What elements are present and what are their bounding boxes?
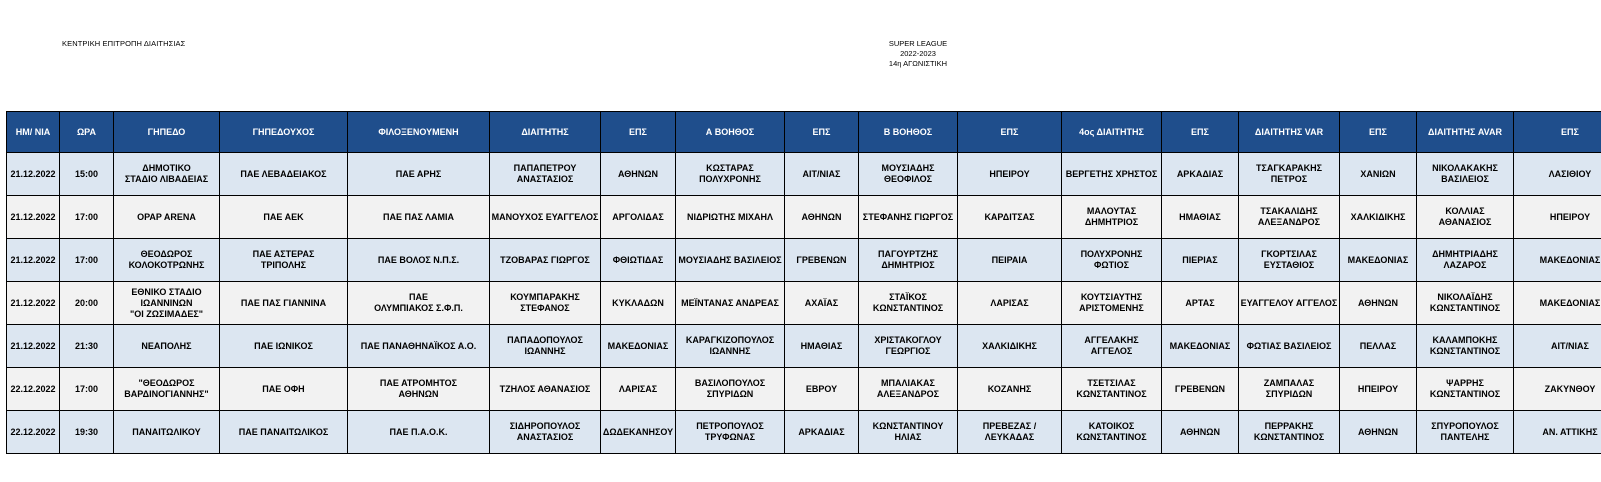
table-cell: ΠΑΠΑΔΟΠΟΥΛΟΣ ΙΩΑΝΝΗΣ bbox=[490, 325, 601, 368]
table-cell: ΣΤΕΦΑΝΗΣ ΓΙΩΡΓΟΣ bbox=[859, 196, 958, 239]
table-cell: ΨΑΡΡΗΣ ΚΩΝΣΤΑΝΤΙΝΟΣ bbox=[1417, 368, 1514, 411]
table-cell: ΜΕΪΝΤΑΝΑΣ ΑΝΔΡΕΑΣ bbox=[676, 282, 785, 325]
table-cell: OPAP ARENA bbox=[114, 196, 220, 239]
table-cell: ΠΑΠΑΠΕΤΡΟΥ ΑΝΑΣΤΑΣΙΟΣ bbox=[490, 153, 601, 196]
table-cell: ΣΤΑΪΚΟΣ ΚΩΝΣΤΑΝΤΙΝΟΣ bbox=[859, 282, 958, 325]
table-cell: ΑΘΗΝΩΝ bbox=[785, 196, 859, 239]
table-cell: ΛΑΣΙΘΙΟΥ bbox=[1514, 153, 1601, 196]
table-cell: 15:00 bbox=[60, 153, 114, 196]
table-body bbox=[7, 153, 1601, 454]
table-cell: ΜΑΝΟΥΧΟΣ ΕΥΑΓΓΕΛΟΣ bbox=[490, 196, 601, 239]
column-header: ΓΗΠΕΔΟ bbox=[114, 112, 220, 153]
table-cell: ΝΙΚΟΛΑΚΑΚΗΣ ΒΑΣΙΛΕΙΟΣ bbox=[1417, 153, 1514, 196]
column-header: Α ΒΟΗΘΟΣ bbox=[676, 112, 785, 153]
table-cell: ΑΓΓΕΛΑΚΗΣ ΑΓΓΕΛΟΣ bbox=[1062, 325, 1162, 368]
column-header: Β ΒΟΗΘΟΣ bbox=[859, 112, 958, 153]
table-cell: ΧΡΙΣΤΑΚΟΓΛΟΥ ΓΕΩΡΓΙΟΣ bbox=[859, 325, 958, 368]
column-header: ΔΙΑΙΤΗΤΗΣ bbox=[490, 112, 601, 153]
table-cell: ΠΕΡΡΑΚΗΣ ΚΩΝΣΤΑΝΤΙΝΟΣ bbox=[1239, 411, 1340, 454]
table-cell: ΚΑΤΟΙΚΟΣ ΚΩΝΣΤΑΝΤΙΝΟΣ bbox=[1062, 411, 1162, 454]
table-cell: ΜΑΚΕΔΟΝΙΑΣ bbox=[601, 325, 676, 368]
table-cell: 21:30 bbox=[60, 325, 114, 368]
table-cell: 21.12.2022 bbox=[7, 239, 60, 282]
table-cell: 17:00 bbox=[60, 239, 114, 282]
schedule-table-container bbox=[6, 111, 1601, 459]
table-row bbox=[7, 411, 1601, 454]
table-cell: ΝΕΑΠΟΛΗΣ bbox=[114, 325, 220, 368]
table-cell: ΑΘΗΝΩΝ bbox=[1340, 282, 1417, 325]
table-cell: ΣΠΥΡΟΠΟΥΛΟΣ ΠΑΝΤΕΛΗΣ bbox=[1417, 411, 1514, 454]
table-header-row bbox=[7, 112, 1601, 153]
table-cell: ΠΑΕ ΠΑΣ ΓΙΑΝΝΙΝΑ bbox=[220, 282, 348, 325]
table-cell: 21.12.2022 bbox=[7, 282, 60, 325]
table-cell: 22.12.2022 bbox=[7, 368, 60, 411]
referee-schedule-table bbox=[6, 111, 1601, 454]
table-cell: ΜΟΥΣΙΑΔΗΣ ΒΑΣΙΛΕΙΟΣ bbox=[676, 239, 785, 282]
table-cell: ΠΕΙΡΑΙΑ bbox=[958, 239, 1062, 282]
table-cell: ΑΘΗΝΩΝ bbox=[1162, 411, 1239, 454]
column-header: ΦΙΛΟΞΕΝΟΥΜΕΝΗ bbox=[348, 112, 490, 153]
table-cell: ΑΘΗΝΩΝ bbox=[1340, 411, 1417, 454]
table-row bbox=[7, 153, 1601, 196]
table-cell: ΝΙΚΟΛΑΪΔΗΣ ΚΩΝΣΤΑΝΤΙΝΟΣ bbox=[1417, 282, 1514, 325]
table-cell: ΕΥΑΓΓΕΛΟΥ ΑΓΓΕΛΟΣ bbox=[1239, 282, 1340, 325]
table-row bbox=[7, 282, 1601, 325]
table-cell: 22.12.2022 bbox=[7, 411, 60, 454]
table-cell: ΗΜΑΘΙΑΣ bbox=[1162, 196, 1239, 239]
table-cell: ΒΕΡΓΕΤΗΣ ΧΡΗΣΤΟΣ bbox=[1062, 153, 1162, 196]
table-cell: ΧΑΝΙΩΝ bbox=[1340, 153, 1417, 196]
table-cell: 21.12.2022 bbox=[7, 325, 60, 368]
column-header: ΕΠΣ bbox=[1340, 112, 1417, 153]
table-cell: 20:00 bbox=[60, 282, 114, 325]
table-cell: ΜΟΥΣΙΑΔΗΣ ΘΕΟΦΙΛΟΣ bbox=[859, 153, 958, 196]
column-header: ΔΙΑΙΤΗΤΗΣ VAR bbox=[1239, 112, 1340, 153]
table-cell: ΚΩΝΣΤΑΝΤΙΝΟΥ ΗΛΙΑΣ bbox=[859, 411, 958, 454]
table-cell: 21.12.2022 bbox=[7, 196, 60, 239]
table-row bbox=[7, 196, 1601, 239]
table-cell: ΚΑΡΑΓΚΙΖΟΠΟΥΛΟΣ ΙΩΑΝΝΗΣ bbox=[676, 325, 785, 368]
table-cell: ΑΡΚΑΔΙΑΣ bbox=[785, 411, 859, 454]
table-cell: ΑΧΑΪΑΣ bbox=[785, 282, 859, 325]
table-cell: ΜΑΚΕΔΟΝΙΑΣ bbox=[1162, 325, 1239, 368]
table-cell: ΓΡΕΒΕΝΩΝ bbox=[785, 239, 859, 282]
table-cell: ΔΩΔΕΚΑΝΗΣΟΥ bbox=[601, 411, 676, 454]
table-cell: ΚΟΥΜΠΑΡΑΚΗΣ ΣΤΕΦΑΝΟΣ bbox=[490, 282, 601, 325]
table-cell: ΕΘΝΙΚΟ ΣΤΑΔΙΟ ΙΩΑΝΝΙΝΩΝ "ΟΙ ΖΩΣΙΜΑΔΕΣ" bbox=[114, 282, 220, 325]
table-cell: ΓΡΕΒΕΝΩΝ bbox=[1162, 368, 1239, 411]
table-cell: ΑΙΤ/ΝΙΑΣ bbox=[785, 153, 859, 196]
table-cell: ΠΟΛΥΧΡΟΝΗΣ ΦΩΤΙΟΣ bbox=[1062, 239, 1162, 282]
column-header: ΔΙΑΙΤΗΤΗΣ AVAR bbox=[1417, 112, 1514, 153]
table-row bbox=[7, 239, 1601, 282]
table-cell: ΠΑΕ ΑΡΗΣ bbox=[348, 153, 490, 196]
table-cell: ΚΥΚΛΑΔΩΝ bbox=[601, 282, 676, 325]
table-cell: ΠΑΕ ΠΑΝΑΙΤΩΛΙΚΟΣ bbox=[220, 411, 348, 454]
season: 2022-2023 bbox=[900, 49, 936, 58]
table-cell: ΠΑΝΑΙΤΩΛΙΚΟΥ bbox=[114, 411, 220, 454]
table-cell: ΠΑΕ ΟΛΥΜΠΙΑΚΟΣ Σ.Φ.Π. bbox=[348, 282, 490, 325]
table-cell: ΠΡΕΒΕΖΑΣ /ΛΕΥΚΑΔΑΣ bbox=[958, 411, 1062, 454]
table-cell: ΜΑΚΕΔΟΝΙΑΣ bbox=[1514, 282, 1601, 325]
table-cell: ΠΑΕ ΙΩΝΙΚΟΣ bbox=[220, 325, 348, 368]
table-cell: ΧΑΛΚΙΔΙΚΗΣ bbox=[958, 325, 1062, 368]
table-cell: ΠΑΕ ΛΕΒΑΔΕΙΑΚΟΣ bbox=[220, 153, 348, 196]
table-cell: ΜΑΚΕΔΟΝΙΑΣ bbox=[1340, 239, 1417, 282]
table-cell: ΛΑΡΙΣΑΣ bbox=[601, 368, 676, 411]
table-cell: ΔΗΜΗΤΡΙΑΔΗΣ ΛΑΖΑΡΟΣ bbox=[1417, 239, 1514, 282]
table-cell: ΚΟΛΛΙΑΣ ΑΘΑΝΑΣΙΟΣ bbox=[1417, 196, 1514, 239]
table-cell: 19:30 bbox=[60, 411, 114, 454]
table-cell: ΚΟΖΑΝΗΣ bbox=[958, 368, 1062, 411]
column-header: ΕΠΣ bbox=[1162, 112, 1239, 153]
table-cell: ΕΒΡΟΥ bbox=[785, 368, 859, 411]
table-cell: ΤΖΗΛΟΣ ΑΘΑΝΑΣΙΟΣ bbox=[490, 368, 601, 411]
table-cell: ΝΙΔΡΙΩΤΗΣ ΜΙΧΑΗΛ bbox=[676, 196, 785, 239]
table-cell: ΑΡΓΟΛΙΔΑΣ bbox=[601, 196, 676, 239]
table-cell: ΠΑΕ ΑΤΡΟΜΗΤΟΣ ΑΘΗΝΩΝ bbox=[348, 368, 490, 411]
table-cell: ΘΕΟΔΩΡΟΣ ΚΟΛΟΚΟΤΡΩΝΗΣ bbox=[114, 239, 220, 282]
column-header: ΓΗΠΕΔΟΥΧΟΣ bbox=[220, 112, 348, 153]
table-cell: ΗΠΕΙΡΟΥ bbox=[1514, 196, 1601, 239]
league-name: SUPER LEAGUE bbox=[888, 39, 948, 48]
table-cell: ΑΙΤ/ΝΙΑΣ bbox=[1514, 325, 1601, 368]
table-cell: ΤΣΑΓΚΑΡΑΚΗΣ ΠΕΤΡΟΣ bbox=[1239, 153, 1340, 196]
table-cell: 21.12.2022 bbox=[7, 153, 60, 196]
table-cell: ΗΠΕΙΡΟΥ bbox=[958, 153, 1062, 196]
table-cell: ΗΠΕΙΡΟΥ bbox=[1340, 368, 1417, 411]
table-cell: ΦΩΤΙΑΣ ΒΑΣΙΛΕΙΟΣ bbox=[1239, 325, 1340, 368]
table-cell: ΜΑΛΟΥΤΑΣ ΔΗΜΗΤΡΙΟΣ bbox=[1062, 196, 1162, 239]
table-cell: ΠΙΕΡΙΑΣ bbox=[1162, 239, 1239, 282]
table-cell: 17:00 bbox=[60, 196, 114, 239]
table-row bbox=[7, 325, 1601, 368]
table-cell: ΖΑΚΥΝΘΟΥ bbox=[1514, 368, 1601, 411]
table-cell: ΑΝ. ΑΤΤΙΚΗΣ bbox=[1514, 411, 1601, 454]
column-header: ΩΡΑ bbox=[60, 112, 114, 153]
table-cell: ΠΑΕ ΒΟΛΟΣ Ν.Π.Σ. bbox=[348, 239, 490, 282]
table-cell: ΣΙΔΗΡΟΠΟΥΛΟΣ ΑΝΑΣΤΑΣΙΟΣ bbox=[490, 411, 601, 454]
column-header: ΕΠΣ bbox=[601, 112, 676, 153]
table-cell: ΠΑΓΟΥΡΤΖΗΣ ΔΗΜΗΤΡΙΟΣ bbox=[859, 239, 958, 282]
table-cell: ΑΡΚΑΔΙΑΣ bbox=[1162, 153, 1239, 196]
table-cell: ΠΑΕ ΑΕΚ bbox=[220, 196, 348, 239]
table-cell: ΓΚΟΡΤΣΙΛΑΣ ΕΥΣΤΑΘΙΟΣ bbox=[1239, 239, 1340, 282]
table-cell: ΖΑΜΠΑΛΑΣ ΣΠΥΡΙΔΩΝ bbox=[1239, 368, 1340, 411]
column-header: ΕΠΣ bbox=[785, 112, 859, 153]
table-cell: ΠΕΤΡΟΠΟΥΛΟΣ ΤΡΥΦΩΝΑΣ bbox=[676, 411, 785, 454]
table-cell: ΔΗΜΟΤΙΚΟ ΣΤΑΔΙΟ ΛΙΒΑΔΕΙΑΣ bbox=[114, 153, 220, 196]
round: 14η ΑΓΩΝΙΣΤΙΚΗ bbox=[888, 59, 948, 68]
table-cell: ΧΑΛΚΙΔΙΚΗΣ bbox=[1340, 196, 1417, 239]
table-cell: ΦΘΙΩΤΙΔΑΣ bbox=[601, 239, 676, 282]
table-cell: ΑΘΗΝΩΝ bbox=[601, 153, 676, 196]
table-cell: ΠΑΕ ΟΦΗ bbox=[220, 368, 348, 411]
column-header: ΕΠΣ bbox=[958, 112, 1062, 153]
table-cell: "ΘΕΟΔΩΡΟΣ ΒΑΡΔΙΝΟΓΙΑΝΝΗΣ" bbox=[114, 368, 220, 411]
table-cell: ΛΑΡΙΣΑΣ bbox=[958, 282, 1062, 325]
column-header: 4ος ΔΙΑΙΤΗΤΗΣ bbox=[1062, 112, 1162, 153]
column-header: ΕΠΣ bbox=[1514, 112, 1601, 153]
table-row bbox=[7, 368, 1601, 411]
organization-title: ΚΕΝΤΡΙΚΗ ΕΠΙΤΡΟΠΗ ΔΙΑΙΤΗΣΙΑΣ bbox=[62, 39, 186, 48]
table-cell: ΚΑΛΑΜΠΟΚΗΣ ΚΩΝΣΤΑΝΤΙΝΟΣ bbox=[1417, 325, 1514, 368]
table-cell: ΒΑΣΙΛΟΠΟΥΛΟΣ ΣΠΥΡΙΔΩΝ bbox=[676, 368, 785, 411]
table-cell: ΤΣΑΚΑΛΙΔΗΣ ΑΛΕΞΑΝΔΡΟΣ bbox=[1239, 196, 1340, 239]
table-cell: ΠΕΛΛΑΣ bbox=[1340, 325, 1417, 368]
table-cell: ΠΑΕ Π.Α.Ο.Κ. bbox=[348, 411, 490, 454]
table-cell: ΜΠΑΛΙΑΚΑΣ ΑΛΕΞΑΝΔΡΟΣ bbox=[859, 368, 958, 411]
table-cell: ΚΑΡΔΙΤΣΑΣ bbox=[958, 196, 1062, 239]
table-cell: ΗΜΑΘΙΑΣ bbox=[785, 325, 859, 368]
table-cell: ΜΑΚΕΔΟΝΙΑΣ bbox=[1514, 239, 1601, 282]
table-cell: ΤΣΕΤΣΙΛΑΣ ΚΩΝΣΤΑΝΤΙΝΟΣ bbox=[1062, 368, 1162, 411]
league-header bbox=[858, 39, 978, 69]
table-cell: ΚΩΣΤΑΡΑΣ ΠΟΛΥΧΡΟΝΗΣ bbox=[676, 153, 785, 196]
table-cell: ΠΑΕ ΠΑΣ ΛΑΜΙΑ bbox=[348, 196, 490, 239]
table-cell: 17:00 bbox=[60, 368, 114, 411]
table-cell: ΚΟΥΤΣΙΑΥΤΗΣ ΑΡΙΣΤΟΜΕΝΗΣ bbox=[1062, 282, 1162, 325]
table-cell: ΤΖΟΒΑΡΑΣ ΓΙΩΡΓΟΣ bbox=[490, 239, 601, 282]
table-cell: ΠΑΕ ΑΣΤΕΡΑΣ ΤΡΙΠΟΛΗΣ bbox=[220, 239, 348, 282]
table-cell: ΑΡΤΑΣ bbox=[1162, 282, 1239, 325]
table-cell: ΠΑΕ ΠΑΝΑΘΗΝΑΪΚΟΣ Α.Ο. bbox=[348, 325, 490, 368]
column-header: ΗΜ/ ΝΙΑ bbox=[7, 112, 60, 153]
